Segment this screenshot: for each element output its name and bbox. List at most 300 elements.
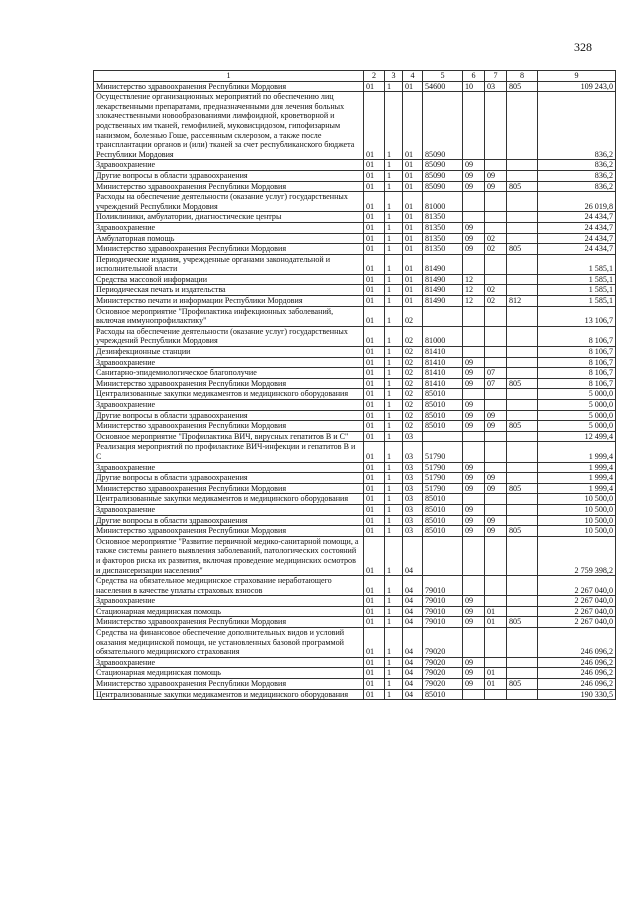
row-code-cell [463, 92, 485, 160]
row-code-cell: 01 [364, 389, 385, 400]
row-code-cell: 1 [385, 617, 403, 628]
row-code-cell: 85090 [423, 181, 463, 192]
table-row [94, 515, 616, 526]
row-name-cell: Основное мероприятие "Профилактика ВИЧ, вирусных гепатитов В и С" [94, 431, 364, 442]
row-code-cell: 12 [463, 296, 485, 307]
row-code-cell: 01 [403, 254, 423, 274]
row-code-cell [463, 628, 485, 658]
row-code-cell: 81410 [423, 378, 463, 389]
column-header: 5 [423, 71, 463, 82]
row-code-cell: 01 [364, 244, 385, 255]
table-row [94, 617, 616, 628]
row-code-cell: 81410 [423, 368, 463, 379]
row-code-cell: 1 [385, 233, 403, 244]
row-code-cell: 01 [364, 668, 385, 679]
row-amount-cell: 12 499,4 [538, 431, 616, 442]
row-name-cell: Министерство здравоохранения Республики Мордовия [94, 81, 364, 92]
row-code-cell: 01 [364, 233, 385, 244]
row-code-cell: 12 [463, 285, 485, 296]
row-code-cell: 09 [463, 526, 485, 537]
column-header: 8 [507, 71, 538, 82]
row-code-cell [485, 306, 507, 326]
row-code-cell [485, 431, 507, 442]
row-name-cell: Министерство здравоохранения Республики Мордовия [94, 181, 364, 192]
table-row [94, 668, 616, 679]
row-name-cell: Поликлиники, амбулатории, диагностические центры [94, 212, 364, 223]
row-code-cell: 1 [385, 576, 403, 596]
row-code-cell: 1 [385, 326, 403, 346]
row-amount-cell: 1 585,1 [538, 296, 616, 307]
row-amount-cell: 5 000,0 [538, 400, 616, 411]
row-code-cell: 01 [364, 357, 385, 368]
row-code-cell [423, 536, 463, 575]
row-code-cell: 805 [507, 617, 538, 628]
row-code-cell [507, 274, 538, 285]
row-code-cell [485, 347, 507, 358]
row-code-cell: 01 [403, 181, 423, 192]
table-row [94, 526, 616, 537]
row-code-cell: 03 [485, 81, 507, 92]
row-code-cell: 01 [364, 689, 385, 700]
row-code-cell [485, 689, 507, 700]
table-row [94, 679, 616, 690]
row-code-cell: 81350 [423, 244, 463, 255]
row-code-cell [507, 347, 538, 358]
row-amount-cell: 1 585,1 [538, 274, 616, 285]
row-code-cell [463, 494, 485, 505]
row-amount-cell: 24 434,7 [538, 222, 616, 233]
table-row [94, 81, 616, 92]
row-code-cell: 01 [364, 400, 385, 411]
row-code-cell [485, 628, 507, 658]
row-code-cell: 1 [385, 306, 403, 326]
row-amount-cell: 26 019,8 [538, 192, 616, 212]
column-header: 9 [538, 71, 616, 82]
row-code-cell: 01 [403, 233, 423, 244]
row-code-cell: 805 [507, 421, 538, 432]
row-amount-cell: 2 267 040,0 [538, 606, 616, 617]
row-code-cell: 1 [385, 212, 403, 223]
row-code-cell [507, 442, 538, 462]
row-code-cell [485, 576, 507, 596]
row-name-cell: Другие вопросы в области здравоохранения [94, 515, 364, 526]
row-code-cell: 1 [385, 274, 403, 285]
row-code-cell: 01 [364, 431, 385, 442]
row-code-cell: 51790 [423, 473, 463, 484]
row-code-cell [507, 536, 538, 575]
row-code-cell [463, 326, 485, 346]
row-amount-cell: 2 267 040,0 [538, 576, 616, 596]
row-name-cell: Министерство здравоохранения Республики Мордовия [94, 679, 364, 690]
row-code-cell: 09 [463, 378, 485, 389]
column-header: 7 [485, 71, 507, 82]
row-code-cell: 01 [364, 192, 385, 212]
row-code-cell: 02 [403, 421, 423, 432]
row-code-cell: 09 [463, 679, 485, 690]
row-code-cell: 09 [463, 410, 485, 421]
row-code-cell: 01 [364, 596, 385, 607]
row-amount-cell: 246 096,2 [538, 657, 616, 668]
row-code-cell: 01 [403, 296, 423, 307]
row-amount-cell: 8 106,7 [538, 347, 616, 358]
row-code-cell: 03 [403, 504, 423, 515]
row-code-cell [485, 442, 507, 462]
row-code-cell: 81490 [423, 274, 463, 285]
row-code-cell [507, 431, 538, 442]
table-row [94, 483, 616, 494]
row-code-cell: 01 [485, 679, 507, 690]
row-code-cell [423, 431, 463, 442]
row-code-cell [485, 160, 507, 171]
row-name-cell: Стационарная медицинская помощь [94, 606, 364, 617]
row-code-cell: 04 [403, 576, 423, 596]
row-name-cell: Министерство здравоохранения Республики Мордовия [94, 483, 364, 494]
table-row [94, 576, 616, 596]
row-code-cell: 01 [364, 160, 385, 171]
row-code-cell: 04 [403, 536, 423, 575]
row-code-cell: 01 [364, 326, 385, 346]
row-code-cell: 85010 [423, 389, 463, 400]
row-code-cell: 01 [364, 526, 385, 537]
row-code-cell: 79020 [423, 628, 463, 658]
row-amount-cell: 8 106,7 [538, 368, 616, 379]
row-code-cell: 1 [385, 628, 403, 658]
row-code-cell [463, 576, 485, 596]
row-code-cell: 805 [507, 81, 538, 92]
row-code-cell: 79020 [423, 679, 463, 690]
row-name-cell: Средства на обязательное медицинское страхование неработающего населения в качестве уплаты страховых взносов [94, 576, 364, 596]
row-name-cell: Другие вопросы в области здравоохранения [94, 473, 364, 484]
row-code-cell: 805 [507, 181, 538, 192]
table-row [94, 306, 616, 326]
row-amount-cell: 2 267 040,0 [538, 617, 616, 628]
row-code-cell: 03 [403, 462, 423, 473]
table-row [94, 389, 616, 400]
row-code-cell: 1 [385, 606, 403, 617]
row-code-cell: 81490 [423, 254, 463, 274]
row-code-cell: 09 [463, 668, 485, 679]
row-code-cell: 81000 [423, 326, 463, 346]
row-amount-cell: 10 500,0 [538, 504, 616, 515]
row-code-cell: 1 [385, 473, 403, 484]
row-code-cell: 01 [364, 378, 385, 389]
row-amount-cell: 836,2 [538, 170, 616, 181]
row-name-cell: Здравоохранение [94, 504, 364, 515]
table-row [94, 357, 616, 368]
row-code-cell: 09 [485, 181, 507, 192]
table-row [94, 233, 616, 244]
row-code-cell: 09 [463, 244, 485, 255]
row-code-cell [507, 657, 538, 668]
row-name-cell: Средства массовой информации [94, 274, 364, 285]
row-code-cell: 01 [364, 483, 385, 494]
row-code-cell: 805 [507, 244, 538, 255]
row-code-cell [507, 368, 538, 379]
row-amount-cell: 5 000,0 [538, 421, 616, 432]
row-code-cell: 09 [485, 473, 507, 484]
row-code-cell: 01 [364, 679, 385, 690]
row-amount-cell: 2 759 398,2 [538, 536, 616, 575]
row-code-cell: 1 [385, 657, 403, 668]
row-code-cell [507, 410, 538, 421]
row-code-cell: 1 [385, 357, 403, 368]
column-header: 6 [463, 71, 485, 82]
row-amount-cell: 8 106,7 [538, 378, 616, 389]
row-code-cell: 81350 [423, 222, 463, 233]
page-number: 328 [574, 40, 592, 54]
row-amount-cell: 5 000,0 [538, 410, 616, 421]
row-code-cell [485, 536, 507, 575]
row-code-cell: 09 [463, 657, 485, 668]
row-code-cell: 81490 [423, 285, 463, 296]
row-code-cell: 01 [403, 170, 423, 181]
row-code-cell: 51790 [423, 442, 463, 462]
row-code-cell: 01 [364, 368, 385, 379]
row-code-cell: 09 [463, 462, 485, 473]
row-code-cell [507, 233, 538, 244]
row-code-cell: 02 [403, 389, 423, 400]
row-code-cell [507, 462, 538, 473]
row-code-cell: 09 [463, 160, 485, 171]
row-code-cell [507, 494, 538, 505]
row-code-cell: 01 [403, 92, 423, 160]
row-code-cell: 01 [403, 244, 423, 255]
row-code-cell: 01 [403, 212, 423, 223]
row-code-cell [463, 347, 485, 358]
table-row [94, 160, 616, 171]
row-code-cell: 01 [364, 296, 385, 307]
table-row [94, 285, 616, 296]
row-code-cell [485, 212, 507, 223]
row-code-cell: 1 [385, 244, 403, 255]
row-code-cell: 09 [463, 181, 485, 192]
row-code-cell: 03 [403, 526, 423, 537]
row-code-cell: 1 [385, 410, 403, 421]
table-row [94, 442, 616, 462]
row-amount-cell: 836,2 [538, 92, 616, 160]
row-code-cell: 01 [364, 657, 385, 668]
row-code-cell: 07 [485, 378, 507, 389]
row-name-cell: Основное мероприятие "Развитие первичной медико-санитарной помощи, а также системы раннего выявления заболеваний, патологических состояний и факторов риска их развития, включая проведение медицинских осмотров и диспансеризации населения" [94, 536, 364, 575]
row-code-cell: 1 [385, 222, 403, 233]
row-amount-cell: 24 434,7 [538, 212, 616, 223]
row-code-cell: 01 [364, 347, 385, 358]
row-code-cell [507, 596, 538, 607]
table-row [94, 606, 616, 617]
row-code-cell: 02 [485, 296, 507, 307]
column-header: 3 [385, 71, 403, 82]
row-code-cell [507, 192, 538, 212]
row-code-cell: 805 [507, 378, 538, 389]
row-name-cell: Расходы на обеспечение деятельности (оказание услуг) государственных учреждений Республики Мордовия [94, 326, 364, 346]
row-code-cell: 85010 [423, 689, 463, 700]
table-row [94, 192, 616, 212]
row-code-cell: 02 [485, 244, 507, 255]
row-name-cell: Дезинфекционные станции [94, 347, 364, 358]
row-amount-cell: 1 585,1 [538, 254, 616, 274]
row-name-cell: Осуществление организационных мероприятий по обеспечению лиц лекарственными препаратами, предназначенными для лечения больных злокачественными новообразованиями лимфоидной, кроветворной и родственных им тканей, гемофилией, муковисцидозом, гипофизарным нанизмом, болезнью Гоше, рассеянным склерозом, а также после трансплантации органов и (или) тканей за счет республиканского бюджета Республики Мордовия [94, 92, 364, 160]
row-amount-cell: 5 000,0 [538, 389, 616, 400]
row-code-cell: 04 [403, 617, 423, 628]
row-code-cell: 03 [403, 431, 423, 442]
table-row [94, 254, 616, 274]
row-amount-cell: 13 106,7 [538, 306, 616, 326]
row-name-cell: Централизованные закупки медикаментов и медицинского оборудования [94, 494, 364, 505]
table-header-row [94, 71, 616, 82]
row-code-cell: 1 [385, 170, 403, 181]
row-code-cell: 09 [485, 515, 507, 526]
row-code-cell: 01 [403, 285, 423, 296]
row-amount-cell: 109 243,0 [538, 81, 616, 92]
row-amount-cell: 24 434,7 [538, 233, 616, 244]
row-name-cell: Основное мероприятие "Профилактика инфекционных заболеваний, включая иммунопрофилактику" [94, 306, 364, 326]
row-code-cell: 81000 [423, 192, 463, 212]
row-amount-cell: 190 330,5 [538, 689, 616, 700]
row-name-cell: Здравоохранение [94, 160, 364, 171]
row-code-cell: 812 [507, 296, 538, 307]
row-code-cell: 01 [485, 617, 507, 628]
row-code-cell [485, 326, 507, 346]
row-code-cell: 85090 [423, 160, 463, 171]
row-code-cell: 1 [385, 254, 403, 274]
row-name-cell: Министерство здравоохранения Республики Мордовия [94, 378, 364, 389]
row-code-cell: 51790 [423, 462, 463, 473]
row-code-cell: 85090 [423, 92, 463, 160]
row-code-cell: 54600 [423, 81, 463, 92]
row-code-cell: 01 [364, 285, 385, 296]
row-amount-cell: 10 500,0 [538, 494, 616, 505]
row-code-cell: 01 [364, 212, 385, 223]
row-amount-cell: 24 434,7 [538, 244, 616, 255]
row-code-cell [507, 400, 538, 411]
table-row [94, 274, 616, 285]
row-code-cell [507, 92, 538, 160]
row-code-cell: 1 [385, 494, 403, 505]
row-code-cell: 1 [385, 689, 403, 700]
row-code-cell: 01 [403, 81, 423, 92]
row-code-cell: 01 [364, 181, 385, 192]
table-row [94, 431, 616, 442]
row-code-cell [507, 254, 538, 274]
row-code-cell [485, 274, 507, 285]
row-code-cell: 09 [463, 617, 485, 628]
row-code-cell: 09 [485, 170, 507, 181]
row-name-cell: Централизованные закупки медикаментов и медицинского оборудования [94, 389, 364, 400]
row-code-cell: 04 [403, 657, 423, 668]
row-code-cell [507, 285, 538, 296]
row-code-cell [485, 192, 507, 212]
row-code-cell: 1 [385, 378, 403, 389]
row-code-cell: 1 [385, 431, 403, 442]
row-code-cell: 09 [463, 596, 485, 607]
table-row [94, 181, 616, 192]
row-code-cell: 85010 [423, 421, 463, 432]
row-code-cell [507, 668, 538, 679]
row-amount-cell: 10 500,0 [538, 515, 616, 526]
row-code-cell: 85010 [423, 526, 463, 537]
row-code-cell: 02 [403, 368, 423, 379]
row-code-cell: 51790 [423, 483, 463, 494]
row-code-cell [507, 306, 538, 326]
row-code-cell: 01 [364, 494, 385, 505]
row-code-cell: 1 [385, 668, 403, 679]
row-code-cell: 01 [485, 606, 507, 617]
table-row [94, 222, 616, 233]
row-code-cell [507, 515, 538, 526]
row-name-cell: Здравоохранение [94, 462, 364, 473]
row-code-cell: 04 [403, 596, 423, 607]
row-code-cell [507, 357, 538, 368]
row-code-cell: 85010 [423, 494, 463, 505]
row-amount-cell: 10 500,0 [538, 526, 616, 537]
row-name-cell: Амбулаторная помощь [94, 233, 364, 244]
row-code-cell: 1 [385, 181, 403, 192]
row-code-cell: 02 [403, 400, 423, 411]
row-code-cell: 1 [385, 596, 403, 607]
row-code-cell: 01 [364, 274, 385, 285]
row-code-cell: 09 [463, 606, 485, 617]
row-code-cell: 79010 [423, 596, 463, 607]
row-name-cell: Здравоохранение [94, 222, 364, 233]
row-code-cell: 1 [385, 81, 403, 92]
table-row [94, 326, 616, 346]
row-code-cell [507, 389, 538, 400]
row-code-cell: 02 [403, 357, 423, 368]
row-code-cell: 01 [364, 170, 385, 181]
row-code-cell: 07 [485, 368, 507, 379]
row-code-cell: 01 [364, 617, 385, 628]
row-code-cell: 1 [385, 442, 403, 462]
row-code-cell: 09 [485, 410, 507, 421]
row-code-cell: 01 [364, 254, 385, 274]
table-row [94, 494, 616, 505]
row-amount-cell: 1 999,4 [538, 462, 616, 473]
row-name-cell: Реализация мероприятий по профилактике ВИЧ-инфекции и гепатитов В и С [94, 442, 364, 462]
row-code-cell: 79010 [423, 606, 463, 617]
row-code-cell: 81410 [423, 347, 463, 358]
column-header: 4 [403, 71, 423, 82]
row-code-cell: 01 [364, 504, 385, 515]
row-code-cell: 03 [403, 473, 423, 484]
row-code-cell [485, 400, 507, 411]
row-code-cell [463, 389, 485, 400]
row-code-cell: 01 [403, 274, 423, 285]
row-code-cell: 79020 [423, 657, 463, 668]
row-amount-cell: 1 999,4 [538, 442, 616, 462]
row-code-cell: 85010 [423, 400, 463, 411]
row-code-cell: 01 [364, 421, 385, 432]
row-amount-cell: 246 096,2 [538, 679, 616, 690]
row-code-cell [485, 254, 507, 274]
row-code-cell: 02 [485, 285, 507, 296]
row-code-cell: 04 [403, 668, 423, 679]
row-code-cell [463, 306, 485, 326]
row-code-cell: 1 [385, 400, 403, 411]
row-code-cell: 09 [463, 368, 485, 379]
row-code-cell [485, 462, 507, 473]
table-row [94, 296, 616, 307]
row-code-cell: 1 [385, 526, 403, 537]
row-code-cell: 09 [463, 483, 485, 494]
table-row [94, 504, 616, 515]
row-name-cell: Централизованные закупки медикаментов и медицинского оборудования [94, 689, 364, 700]
row-code-cell: 01 [485, 668, 507, 679]
row-name-cell: Министерство здравоохранения Республики Мордовия [94, 617, 364, 628]
row-amount-cell: 246 096,2 [538, 628, 616, 658]
table-row [94, 244, 616, 255]
row-code-cell: 01 [364, 606, 385, 617]
row-code-cell [463, 431, 485, 442]
